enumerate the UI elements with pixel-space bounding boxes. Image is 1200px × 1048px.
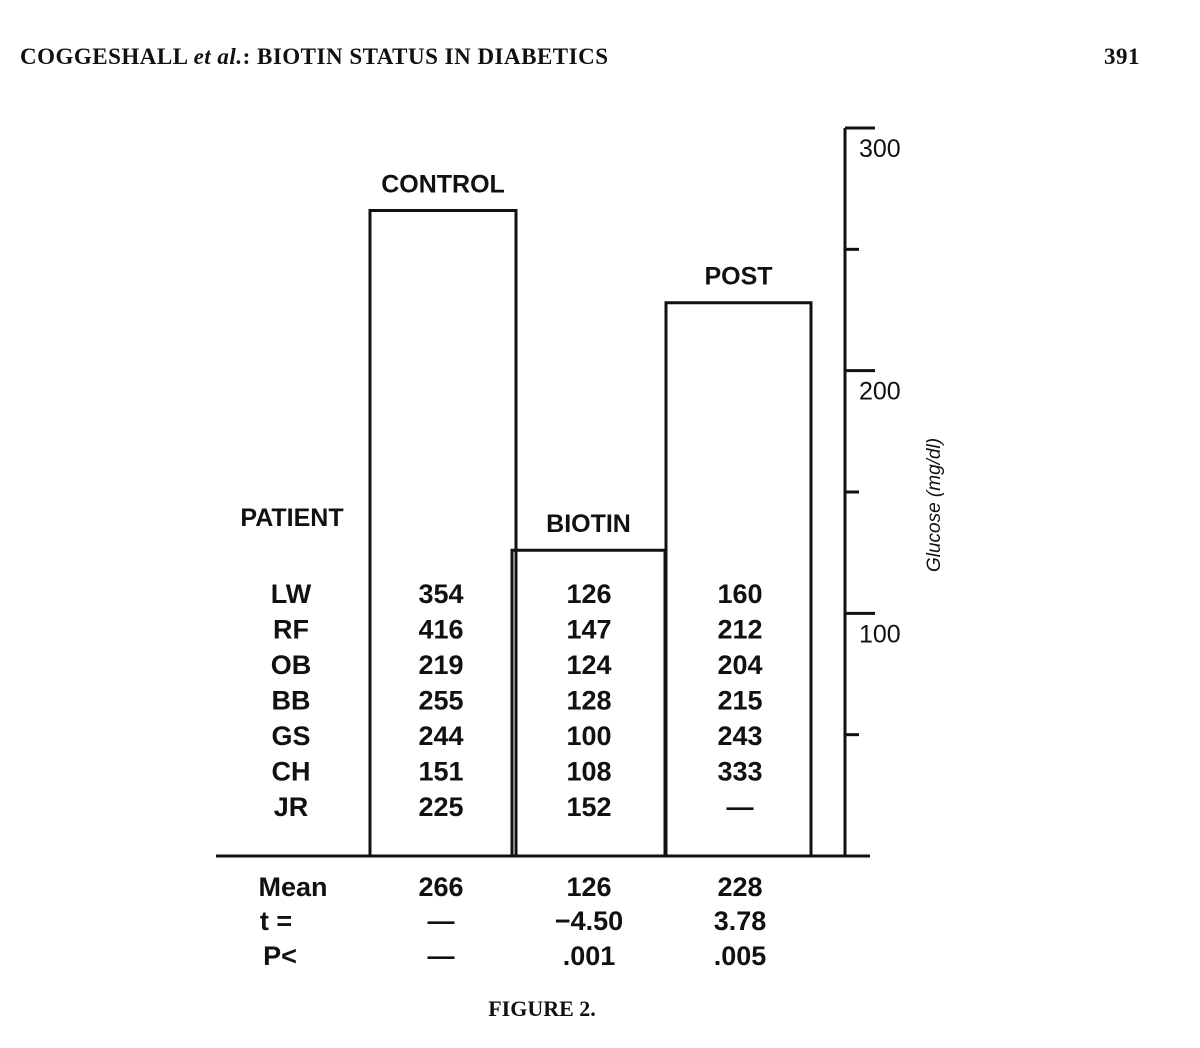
value-post-ch: 333 [717, 756, 763, 787]
value-biotin-gs: 100 [566, 721, 612, 751]
summary-biotin-p: .001 [562, 941, 616, 971]
summary-label-t: t = [259, 906, 293, 936]
summary-biotin-t: −4.50 [554, 906, 624, 936]
patient-label-gs: GS [271, 721, 311, 751]
bar-label-control: CONTROL [381, 170, 505, 199]
value-post-lw: 160 [717, 579, 763, 609]
patient-label-jr: JR [273, 792, 309, 822]
value-biotin-ob: 124 [566, 650, 612, 680]
value-post-rf: 212 [717, 614, 763, 645]
patient-column-header: PATIENT [240, 504, 344, 532]
value-biotin-lw: 126 [566, 579, 612, 609]
value-biotin-rf: 147 [566, 614, 612, 645]
bar-label-post: POST [704, 262, 773, 291]
figure-caption: FIGURE 2. [488, 996, 596, 1021]
running-header: COGGESHALL et al.: BIOTIN STATUS IN DIABETICS [20, 44, 609, 69]
summary-label-p: P< [263, 941, 297, 971]
value-control-ch: 151 [418, 756, 464, 787]
value-control-ob: 219 [418, 650, 464, 680]
value-control-jr: 225 [418, 792, 464, 822]
value-biotin-jr: 152 [566, 792, 612, 822]
patient-label-bb: BB [271, 685, 311, 716]
summary-control-p: — [427, 941, 455, 971]
page-number: 391 [1104, 44, 1140, 69]
value-biotin-ch: 108 [566, 756, 612, 787]
value-post-jr: — [726, 792, 754, 822]
summary-post-mean: 228 [717, 872, 763, 902]
patient-label-ob: OB [270, 650, 312, 680]
summary-biotin-mean: 126 [566, 872, 612, 902]
patient-label-ch: CH [271, 756, 311, 787]
summary-control-t: — [427, 906, 455, 936]
value-post-bb: 215 [717, 685, 763, 716]
value-control-rf: 416 [418, 614, 464, 645]
patient-label-rf: RF [273, 614, 309, 645]
y-tick-label-200: 200 [859, 377, 901, 406]
value-biotin-bb: 128 [566, 685, 612, 716]
value-post-ob: 204 [717, 650, 763, 680]
summary-post-t: 3.78 [713, 906, 767, 936]
value-control-lw: 354 [418, 579, 464, 609]
value-control-bb: 255 [418, 685, 464, 716]
value-post-gs: 243 [717, 721, 763, 751]
bar-label-biotin: BIOTIN [546, 510, 631, 539]
summary-control-mean: 266 [418, 872, 464, 902]
y-tick-label-100: 100 [859, 620, 901, 649]
summary-label-mean: Mean [258, 872, 328, 902]
y-tick-label-300: 300 [859, 135, 901, 163]
patient-label-lw: LW [270, 579, 312, 609]
value-control-gs: 244 [418, 721, 464, 751]
y-axis-label: Glucose (mg/dl) [924, 437, 945, 573]
summary-post-p: .005 [713, 941, 767, 971]
